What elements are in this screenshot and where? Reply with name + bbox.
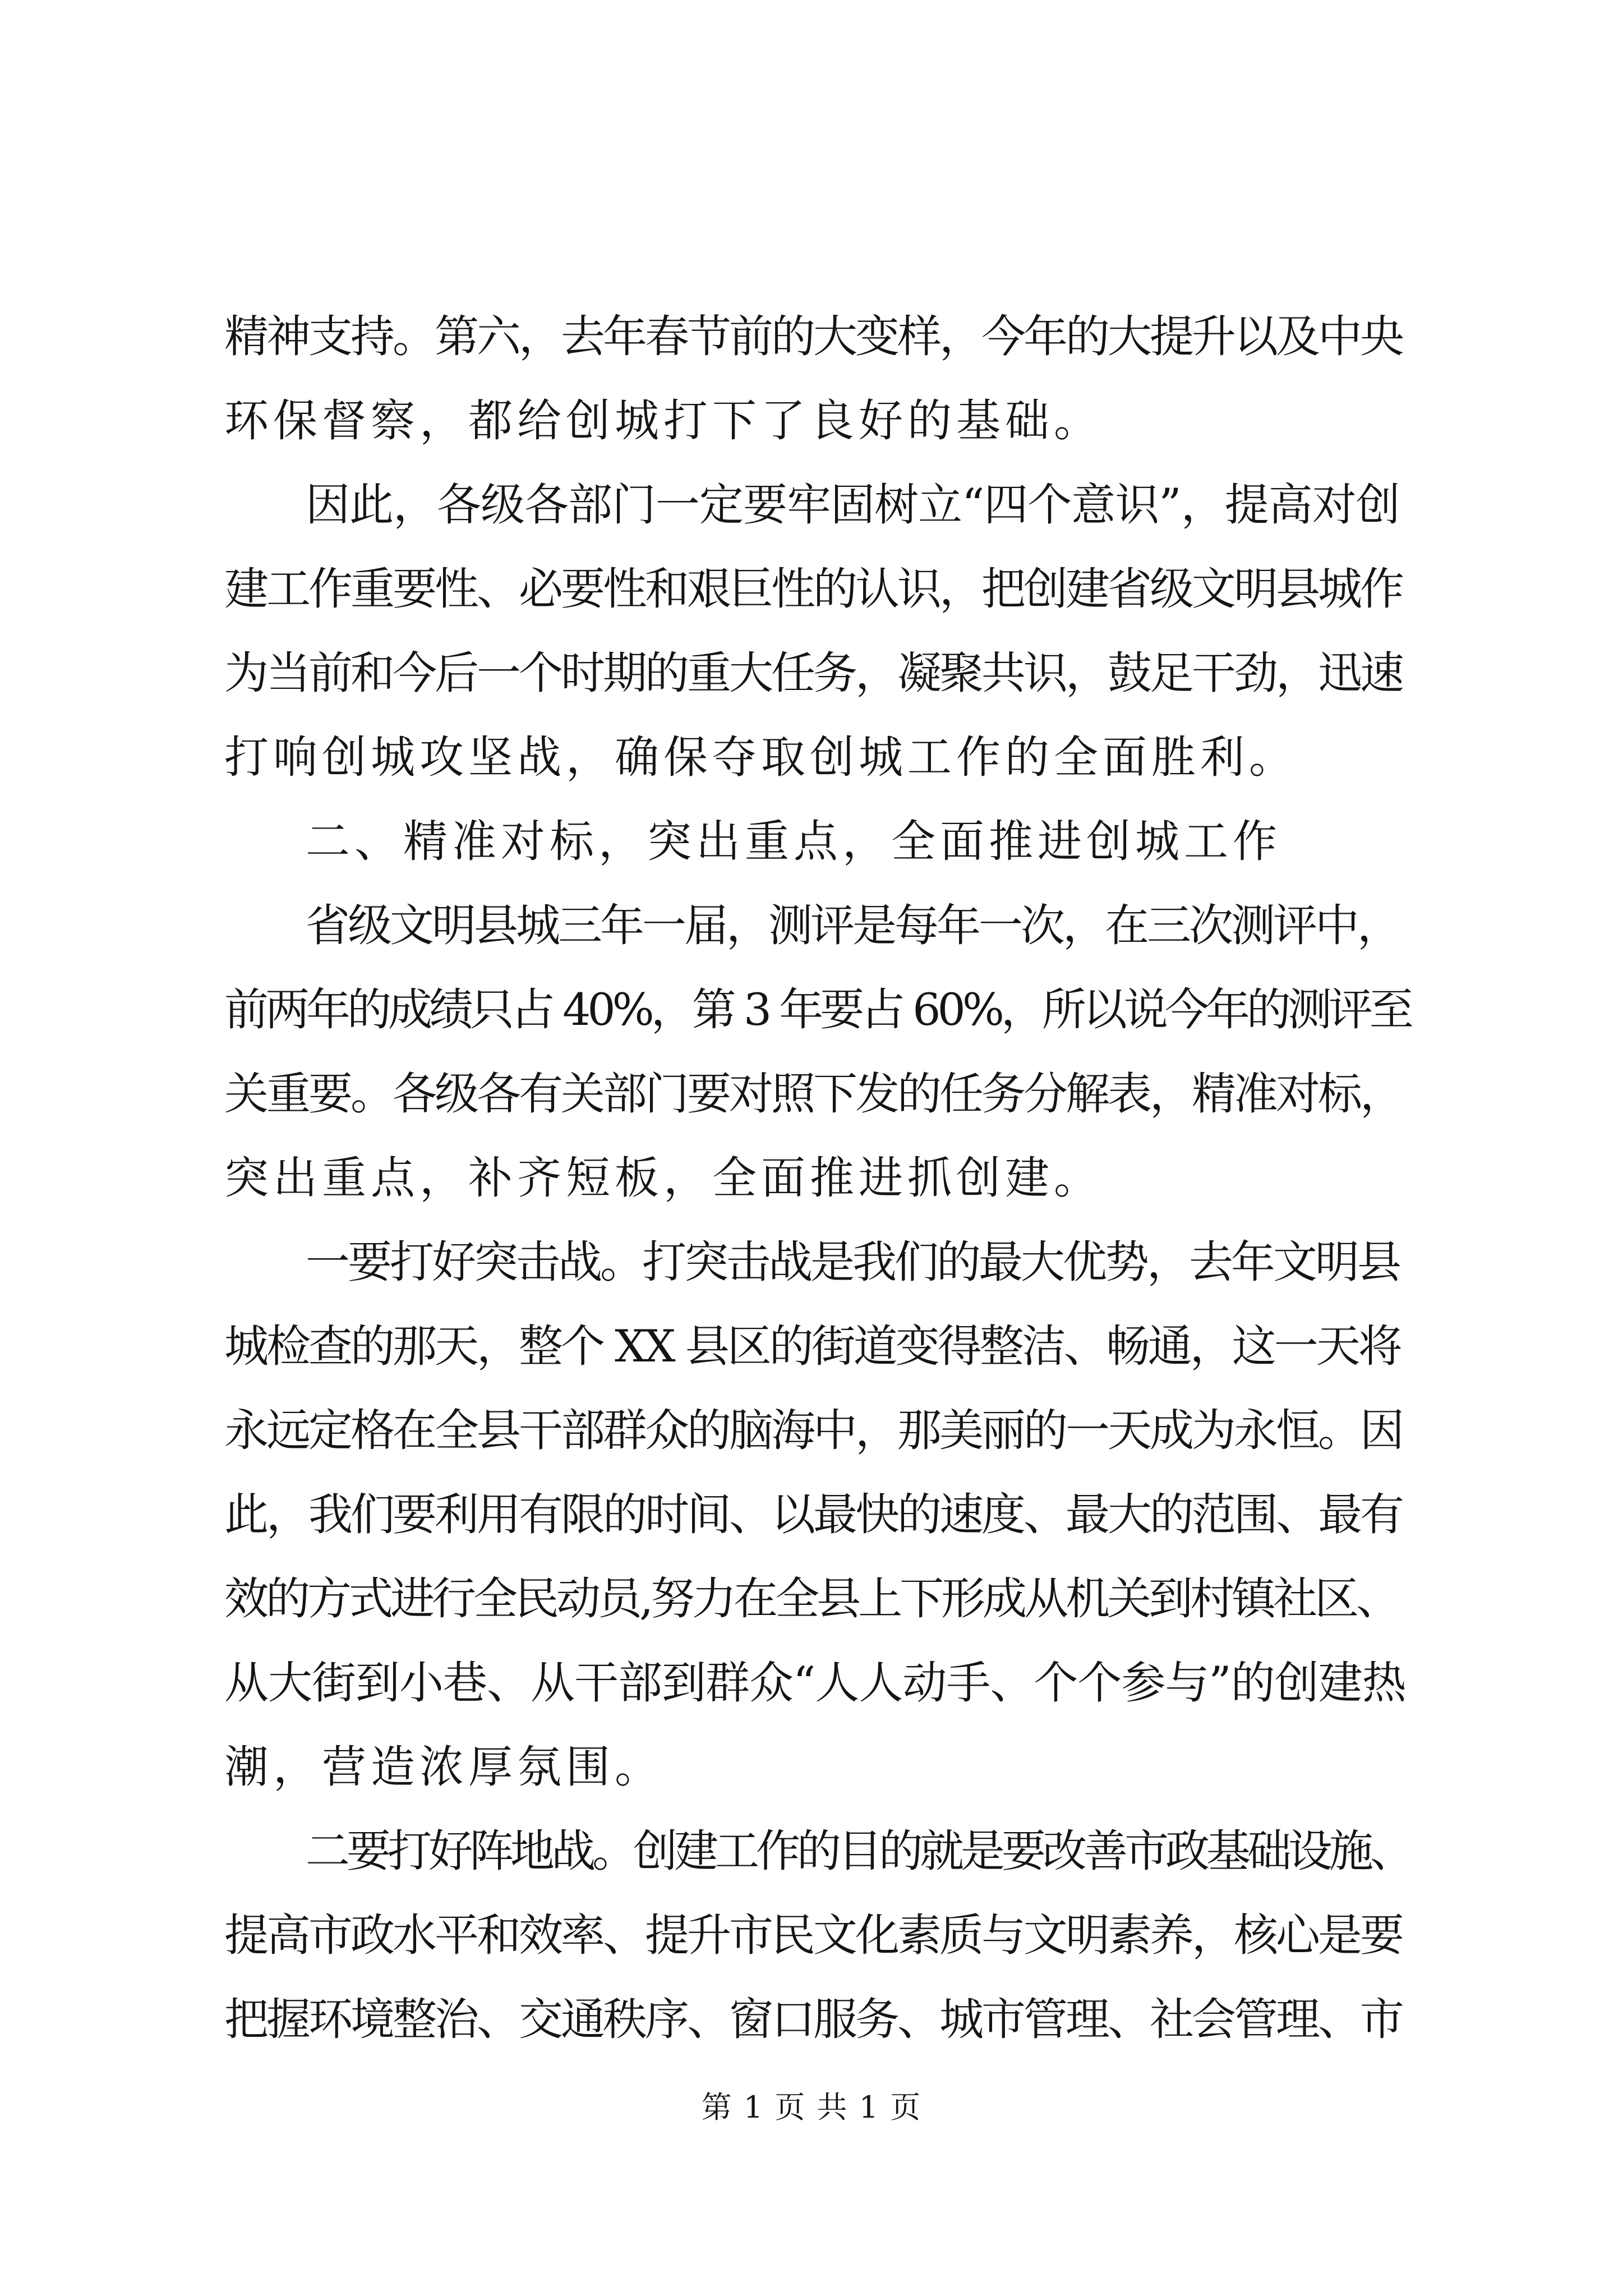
paragraph-first-line: 因此，各级各部门一定要牢固树立“四个意识”，提高对创 (306, 479, 1400, 531)
paragraph-first-line: 一要打好突击战。打突击战是我们的最大优势，去年文明县 (306, 1236, 1399, 1288)
text-line: 为当前和今后一个时期的重大任务，凝聚共识，鼓足干劲，迅速 (224, 647, 1402, 699)
text-line: 突出重点，补齐短板，全面推进抓创建。 (224, 1152, 1103, 1204)
text-line: 把握环境整治、交通秩序、窗口服务、城市管理、社会管理、市 (224, 1994, 1402, 2045)
text-line: 环保督察，都给创城打下了良好的基础。 (224, 395, 1103, 447)
text-line: 打响创城攻坚战，确保夺取创城工作的全面胜利。 (224, 731, 1298, 783)
text-line: 前两年的成绩只占 40%，第 3 年要占 60%，所以说今年的测评至 (224, 984, 1410, 1036)
paragraph-first-line: 省级文明县城三年一届，测评是每年一次，在三次测评中， (306, 900, 1399, 951)
text-line: 效的方式进行全民动员,努力在全县上下形成从机关到村镇社区、 (224, 1573, 1398, 1625)
text-line: 关重要。各级各有关部门要对照下发的任务分解表，精准对标， (224, 1068, 1402, 1120)
text-line: 提高市政水平和效率、提升市民文化素质与文明素养，核心是要 (224, 1910, 1402, 1961)
paragraph-first-line: 二要打好阵地战。创建工作的目的就是要改善市政基础设施、 (306, 1825, 1411, 1877)
text-line: 精神支持。第六，去年春节前的大变样，今年的大提升以及中央 (224, 311, 1402, 362)
text-line: 城检查的那天，整个 XX 县区的街道变得整洁、畅通，这一天将 (224, 1320, 1400, 1372)
page-footer: 第 1 页 共 1 页 (701, 2090, 922, 2125)
text-line: 永远定格在全县干部群众的脑海中，那美丽的一天成为永恒。因 (224, 1405, 1402, 1456)
text-line: 从大街到小巷、从干部到群众“人人动手、个个参与”的创建热 (224, 1657, 1406, 1709)
text-line: 此，我们要利用有限的时间、以最快的速度、最大的范围、最有 (224, 1489, 1402, 1540)
text-line: 建工作重要性、必要性和艰巨性的认识，把创建省级文明县城作 (224, 563, 1402, 615)
section-heading: 二、精准对标，突出重点，全面推进创城工作 (306, 816, 1281, 867)
text-line: 潮，营造浓厚氛围。 (224, 1741, 663, 1793)
